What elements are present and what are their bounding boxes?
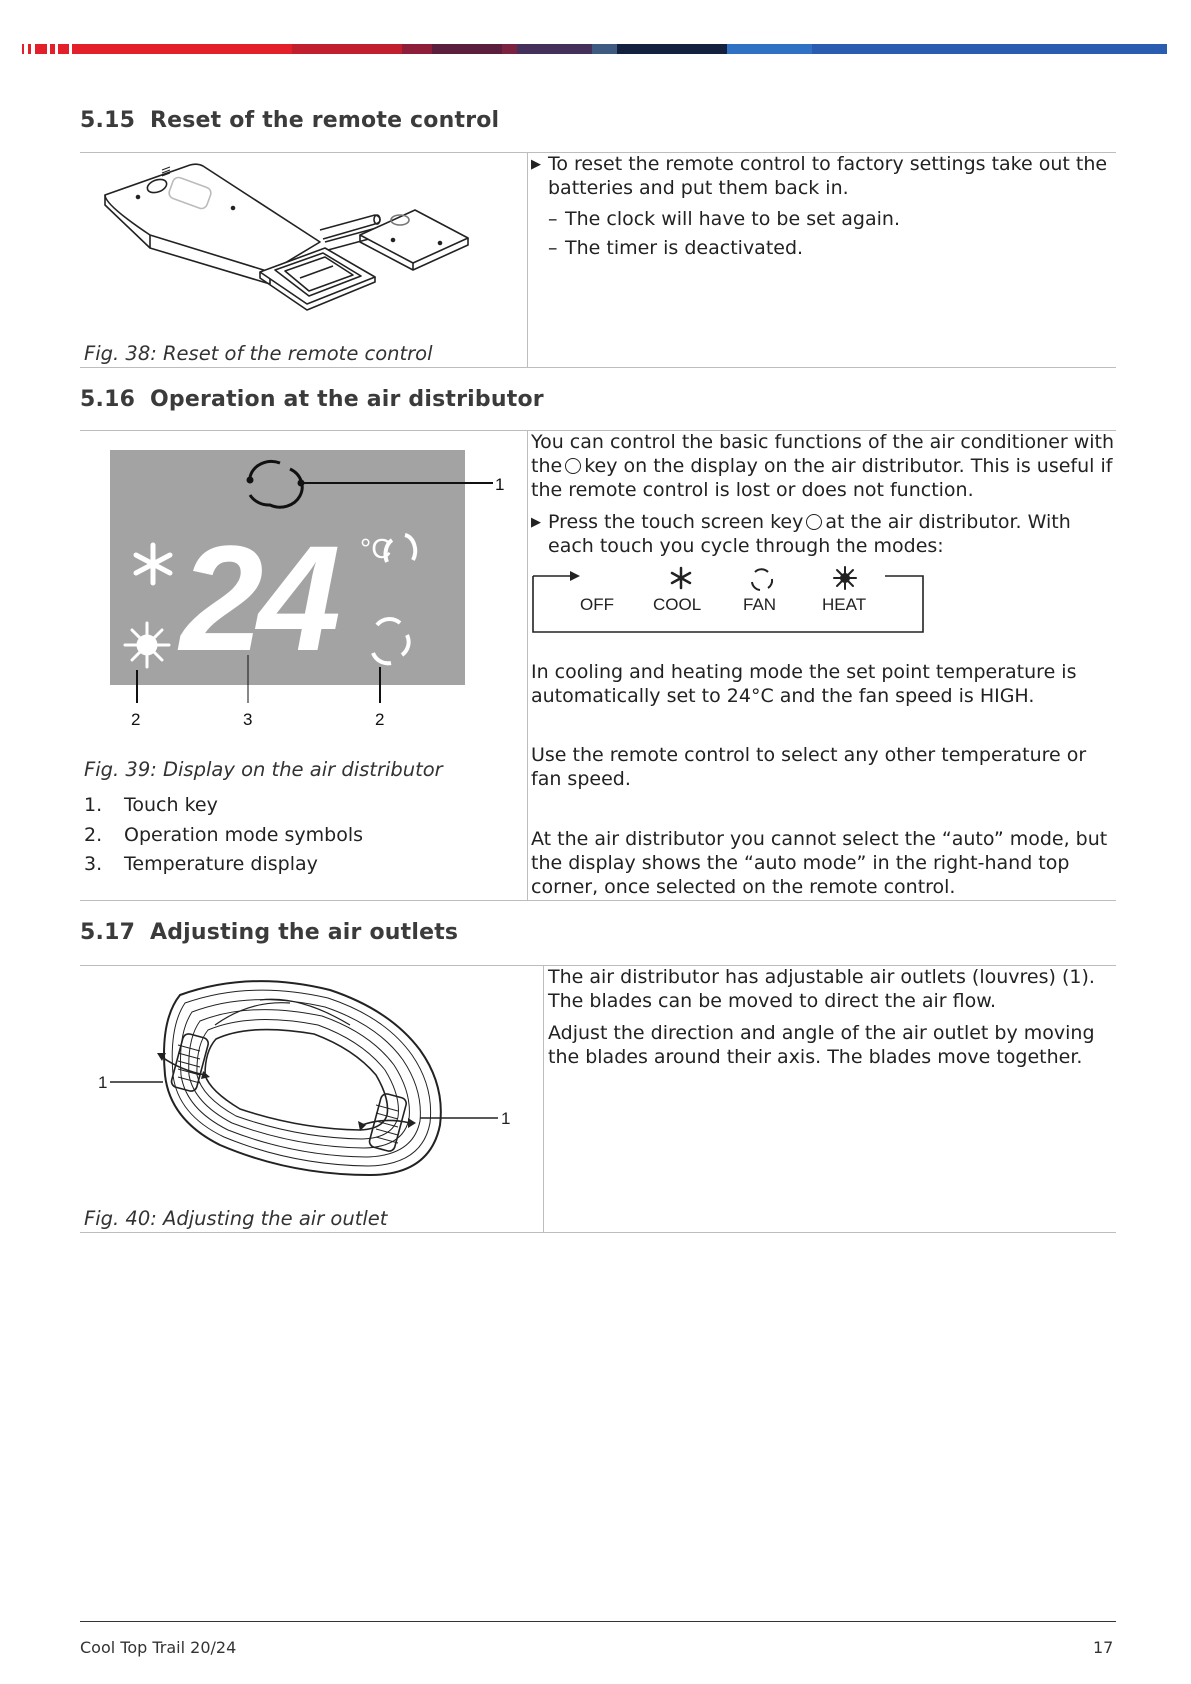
intro-text-b: key on the display on the air distributor. This is useful if the remote control is lost or does not function. <box>531 455 1113 501</box>
legend-number: 2. <box>84 824 103 846</box>
setpoint-paragraph: In cooling and heating mode the set point temperature is automatically set to 24°C and the fan speed is HIGH. <box>531 661 1077 707</box>
mode-label: OFF <box>580 595 614 614</box>
legend-item <box>84 852 318 876</box>
column-divider <box>527 430 528 900</box>
column-divider <box>527 152 528 367</box>
temperature-digits: 24 <box>180 514 335 682</box>
legend-item <box>84 793 218 817</box>
mode-label: HEAT <box>822 595 867 614</box>
touch-key-inline-icon <box>806 514 822 530</box>
section-title: Reset of the remote control <box>150 108 500 133</box>
callout-label: 3 <box>243 710 253 729</box>
legend-text: Touch key <box>124 794 218 816</box>
callout-label: 1 <box>495 475 505 494</box>
air-distributor-outlet-illustration <box>100 975 520 1195</box>
heat-mode-icon <box>125 623 169 667</box>
figure-caption: Fig. 38: Reset of the remote control <box>84 342 433 365</box>
auto-mode-paragraph: At the air distributor you cannot select the “auto” mode, but the display shows the “auto mode” in the right-hand top corner, once selected on the remote control. <box>531 828 1108 898</box>
legend-number: 1. <box>84 794 103 816</box>
legend-text: Temperature display <box>124 853 318 875</box>
remote-paragraph: Use the remote control to select any other temperature or fan speed. <box>531 744 1087 790</box>
result-item: – The clock will have to be set again. <box>565 208 900 230</box>
outlet-adjust-paragraph: Adjust the direction and angle of the air outlet by moving the blades around their axis. The blades move together. <box>548 1022 1095 1068</box>
section-heading-5-17 <box>80 920 458 945</box>
fan-mode-icon <box>752 569 772 590</box>
touch-key-inline-icon <box>565 458 581 474</box>
figure-caption: Fig. 39: Display on the air distributor <box>84 758 443 781</box>
section-title: Operation at the air distributor <box>150 387 544 412</box>
footer-product: Cool Top Trail 20/24 <box>80 1638 237 1657</box>
mode-label: FAN <box>743 595 777 614</box>
legend-item <box>84 823 363 847</box>
callout-label: 1 <box>98 1073 108 1092</box>
figure-caption: Fig. 40: Adjusting the air outlet <box>84 1207 388 1230</box>
callout-label: 1 <box>501 1109 511 1128</box>
temperature-unit: °C <box>360 533 392 564</box>
section-heading-5-16 <box>80 387 544 412</box>
callout-label: 2 <box>131 710 141 729</box>
mode-cycle-diagram <box>530 570 930 640</box>
section-number: 5.17 <box>80 920 136 945</box>
remote-control-illustration <box>95 160 515 330</box>
result-item: – The timer is deactivated. <box>565 237 803 259</box>
section-title: Adjusting the air outlets <box>150 920 459 945</box>
footer-rule <box>80 1621 1116 1622</box>
instruction-text-b: at the air distributor. With each touch you cycle through the modes: <box>548 511 1071 557</box>
legend-number: 3. <box>84 853 103 875</box>
callout-label: 2 <box>375 710 385 729</box>
section-number: 5.16 <box>80 387 136 412</box>
table-rule <box>80 900 1116 901</box>
instruction-step: ▶ To reset the remote control to factory settings take out the batteries and put them back in. <box>548 152 1113 200</box>
mode-label: COOL <box>653 595 702 614</box>
header-color-bar <box>22 44 1167 54</box>
section-number: 5.15 <box>80 108 136 133</box>
table-rule <box>80 1232 1116 1233</box>
air-distributor-display <box>105 445 515 735</box>
section-heading-5-15 <box>80 108 499 133</box>
column-divider <box>543 965 544 1232</box>
instruction-step <box>548 510 1113 558</box>
table-rule <box>80 367 1116 368</box>
cool-mode-icon <box>672 568 690 588</box>
intro-paragraph <box>531 430 1116 502</box>
outlet-paragraph: The air distributor has adjustable air outlets (louvres) (1). The blades can be moved to direct the air flow. <box>548 966 1095 1012</box>
intro-text-a: You can control the basic functions of the air conditioner with the <box>531 431 1115 477</box>
instruction-text-a: Press the touch screen key <box>548 511 804 533</box>
heat-mode-icon <box>834 567 856 589</box>
page-number: 17 <box>1093 1638 1114 1657</box>
legend-text: Operation mode symbols <box>124 824 364 846</box>
